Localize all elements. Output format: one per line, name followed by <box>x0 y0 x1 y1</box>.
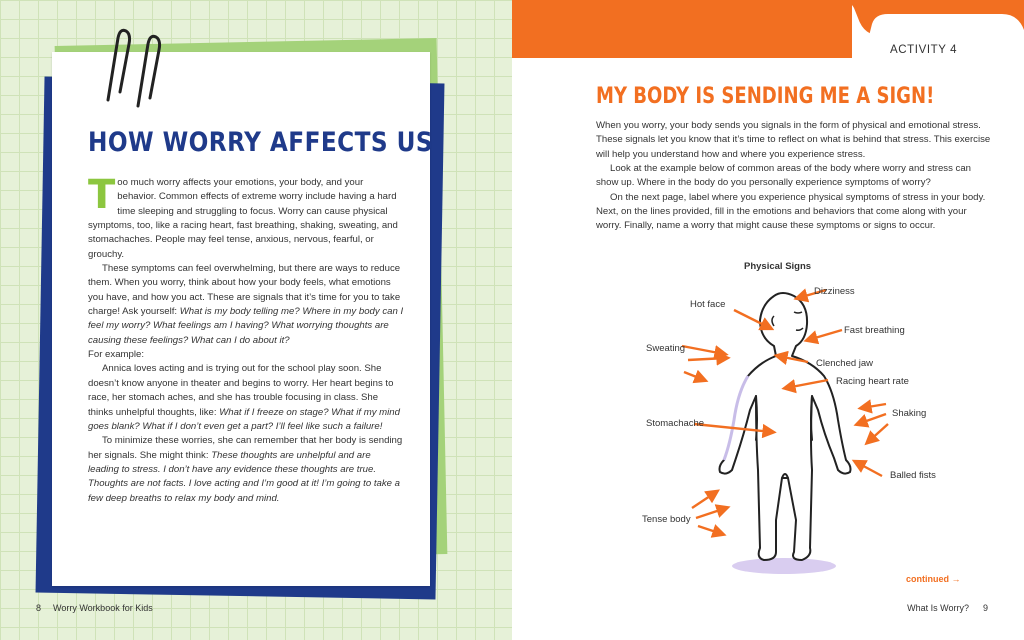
paragraph-signals: When you worry, your body sends you signals in the form of physical and emotional stress. These signals let you know that it’s time to reflect on what is behind that stress. This exercise will help you understand how and where you experience stress. <box>596 120 991 160</box>
paragraph-intro: Too much worry affects your emotions, your body, and your behavior. Common effects of extreme worry include having a hard time sleeping and struggling to focus. Worry can cause physical symptoms, too, like a racing heart, fast breathing, shaking, sweating, and stomachaches. People may feel tense, anxious, nervous, fearful, or grouchy. <box>88 172 398 260</box>
label-racing-heart-rate: Racing heart rate <box>836 376 909 387</box>
page-title: HOW WORRY AFFECTS US <box>88 127 434 158</box>
page-number: 9 <box>982 603 988 613</box>
label-fast-breathing: Fast breathing <box>844 325 905 336</box>
paragraph-example-label: For example: <box>88 349 144 361</box>
paragraph-minimize: To minimize these worries, she can remember that her body is sending her signals. She might think: These thoughts are unhelpful and are leading to stress. I don’t have any evidence these thoughts are true. Thoughts are not facts. I love acting and I’m good at it! I’m going to take a few deep breaths to relax my body and mind. <box>88 435 403 504</box>
drop-cap: T <box>88 172 116 218</box>
body-text <box>88 172 404 506</box>
activity-label: ACTIVITY 4 <box>890 44 958 56</box>
paragraph-questions: These symptoms can feel overwhelming, but there are ways to reduce them. When you worry, think about how your body feels, what emotions you have, and how you act. These are signals that it’s time for you to take charge! Ask yourself: What is my body telling me? Where in my body can I feel my worry? What feelings am I having? What worrying thoughts are causing these feelings? What can I do about it? <box>88 263 404 346</box>
figure-title: Physical Signs <box>744 261 812 272</box>
section-title: What Is Worry? <box>907 603 969 613</box>
label-clenched-jaw: Clenched jaw <box>816 358 874 369</box>
right-page <box>512 0 1024 640</box>
page-number: 8 <box>36 603 42 613</box>
book-title: Worry Workbook for Kids <box>53 603 153 613</box>
label-balled-fists: Balled fists <box>890 470 936 481</box>
paragraph-example: Annica loves acting and is trying out for the school play soon. She doesn’t know anyone in theater and begins to worry. Her heart begins to race, her stomach aches, and she has trouble focusing in class. She thinks unhelpful thoughts, like: What if I freeze on stage? What if my mind goes blank? What if I don’t even get a part? I’ll feel like such a failure! <box>88 363 400 432</box>
label-shaking: Shaking <box>892 408 927 419</box>
activity-title: MY BODY IS SENDING ME A SIGN! <box>596 84 935 109</box>
paragraph-example-body: Look at the example below of common areas of the body where worry and stress can show up. Where in the body do you personally experience symptoms of worry? <box>596 163 972 189</box>
label-hot-face: Hot face <box>690 299 726 310</box>
paragraph-next-page: On the next page, label where you experience physical symptoms of stress in your body. Next, on the lines provided, fill in the emotions and behaviors that come along with your worry. Finally, name a worry that might cause these symptoms or signs to occur. <box>596 191 986 232</box>
left-folio <box>36 603 153 613</box>
continued-link[interactable]: continued → <box>906 574 961 584</box>
label-dizziness: Dizziness <box>814 286 855 297</box>
label-tense-body: Tense body <box>642 514 691 525</box>
right-folio <box>907 603 988 613</box>
body-illustration <box>512 0 1024 640</box>
label-stomachache: Stomachache <box>646 418 705 429</box>
paper-clip-icon <box>94 26 184 116</box>
label-sweating: Sweating <box>646 343 686 354</box>
